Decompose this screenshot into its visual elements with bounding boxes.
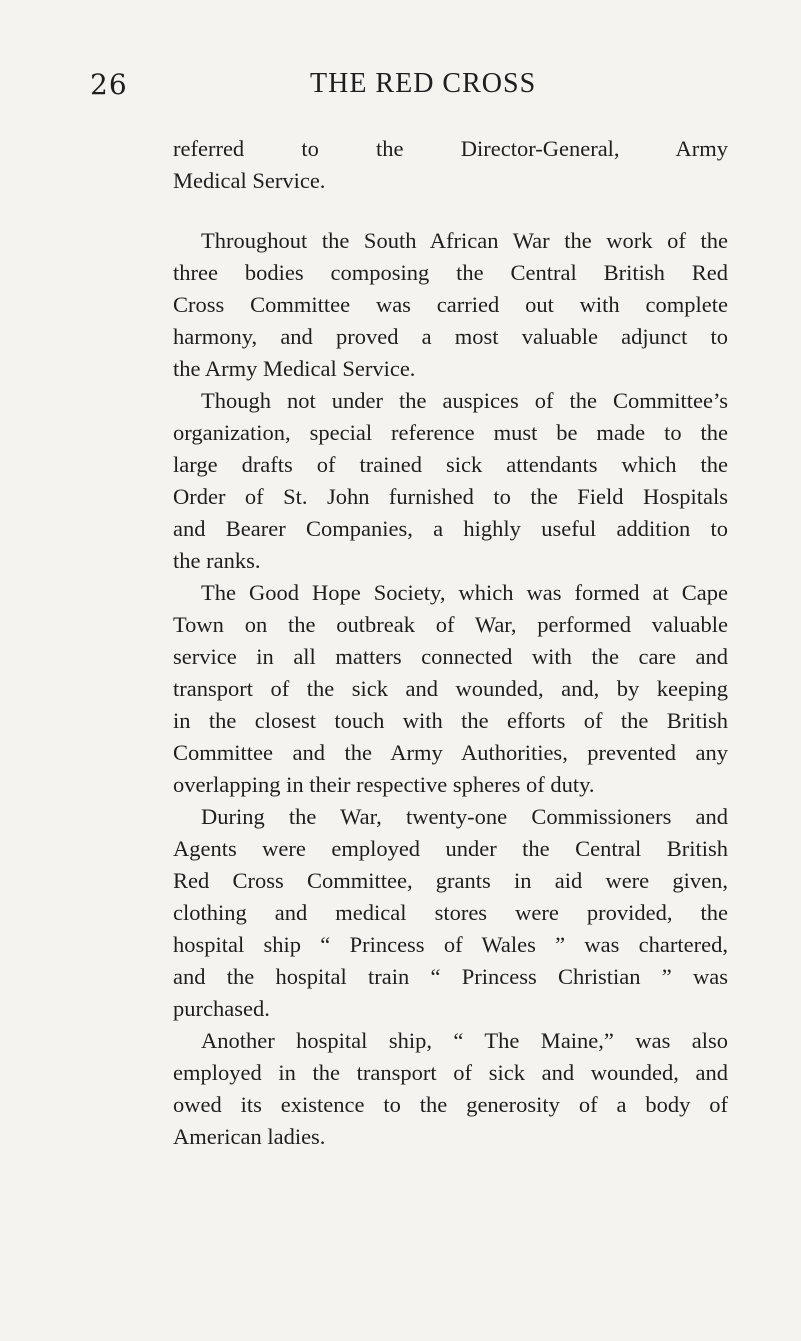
text-line: Though not under the auspices of the Committee’s (201, 388, 728, 413)
body-text (173, 133, 728, 1153)
running-head (90, 68, 710, 108)
text-line: and Bearer Companies, a highly useful addition to (173, 516, 728, 541)
text-line: service in all matters connected with the care and (173, 644, 728, 669)
text-line: Cross Committee was carried out with complete (173, 292, 728, 317)
text-line: overlapping in their respective spheres of duty. (173, 772, 595, 797)
text-line: large drafts of trained sick attendants which the (173, 452, 728, 477)
paragraph-gap (173, 197, 728, 225)
text-line: purchased. (173, 996, 270, 1021)
text-line: Committee and the Army Authorities, prevented any (173, 740, 728, 765)
text-line: Another hospital ship, “ The Maine,” was also (201, 1028, 728, 1053)
text-line: The Good Hope Society, which was formed at Cape (201, 580, 728, 605)
text-line: the Army Medical Service. (173, 356, 416, 381)
text-line: Town on the outbreak of War, performed valuable (173, 612, 728, 637)
text-line: in the closest touch with the efforts of the British (173, 708, 728, 733)
text-line: organization, special reference must be made to the (173, 420, 728, 445)
text-line: clothing and medical stores were provided, the (173, 900, 728, 925)
text-line: Red Cross Committee, grants in aid were given, (173, 868, 728, 893)
text-line: harmony, and proved a most valuable adjunct to (173, 324, 728, 349)
text-line: owed its existence to the generosity of a body of (173, 1092, 728, 1117)
text-line: and the hospital train “ Princess Christian ” was (173, 964, 728, 989)
text-line: Throughout the South African War the work of the (201, 228, 728, 253)
page-number: 26 (90, 68, 128, 101)
text-line: Agents were employed under the Central British (173, 836, 728, 861)
text-line: Medical Service. (173, 168, 326, 193)
text-line: the ranks. (173, 548, 261, 573)
text-line: During the War, twenty-one Commissioners and (201, 804, 728, 829)
running-title: THE RED CROSS (310, 68, 537, 99)
text-line: American ladies. (173, 1124, 326, 1149)
text-line: referred to the Director-General, Army (173, 136, 728, 161)
text-line: employed in the transport of sick and wounded, and (173, 1060, 728, 1085)
text-line: hospital ship “ Princess of Wales ” was chartered, (173, 932, 728, 957)
text-line: three bodies composing the Central British Red (173, 260, 728, 285)
text-line: Order of St. John furnished to the Field Hospitals (173, 484, 728, 509)
text-line: transport of the sick and wounded, and, by keeping (173, 676, 728, 701)
